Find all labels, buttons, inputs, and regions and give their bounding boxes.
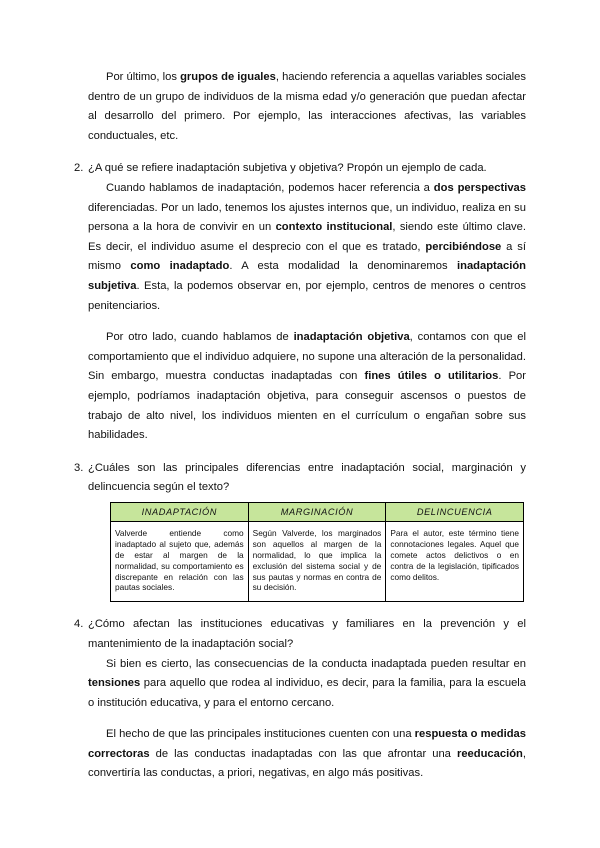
bold-term: grupos de iguales xyxy=(180,71,276,83)
text-span: a sí mismo xyxy=(88,240,527,273)
bold-term: tensiones xyxy=(88,677,141,690)
text-span: , haciendo referencia a aquellas variables sociales dentro de un grupo de individuos de la misma edad y/o generación que puedan afectar al desarrollo del primero. Por ejemplo, las interacciones afectivas, las variables conductuales, etc. xyxy=(88,71,526,142)
text-span: , siendo este último clave. Es decir, el individuo asume el desprecio con el que es tratado, xyxy=(88,221,526,253)
paragraph-peer-groups xyxy=(88,68,526,146)
text-span: Por último, los xyxy=(106,71,181,83)
question-4 xyxy=(74,615,526,654)
table-header-row xyxy=(111,502,524,521)
text-span: de las conductas inadaptadas con las que afrontar una xyxy=(149,747,457,760)
question-text: ¿A qué se refiere inadaptación subjetiva y objetiva? Propón un ejemplo de cada. xyxy=(88,162,487,175)
cell-delincuencia: Para el autor, este término tiene connotaciones legales. Aquel que comete actos delictivos o en contra de la legislación, tipificados como delitos. xyxy=(386,521,524,601)
bold-term: inadaptación objetiva xyxy=(293,331,410,344)
header-delincuencia: DELINCUENCIA xyxy=(386,502,524,521)
question-text: ¿Cuáles son las principales diferencias entre inadaptación social, marginación y delincuencia según el texto? xyxy=(88,461,526,494)
header-marginacion: MARGINACIÓN xyxy=(248,502,386,521)
text-span: diferenciadas. Por un lado, tenemos los ajustes internos que, un individuo, realiza en su persona a la hora de convivir en un xyxy=(88,201,526,234)
bold-term: fines útiles o utilitarios xyxy=(364,370,499,383)
bold-term: percibiéndose xyxy=(425,240,502,253)
text-span: , contamos con que el comportamiento que el individuo adquiere, no supone una alteración de la personalidad. Sin embargo, muestra conductas inadaptadas con xyxy=(88,331,526,383)
bold-term: dos perspectivas xyxy=(433,181,526,194)
bold-term: como inadaptado xyxy=(130,260,230,273)
paragraph-tensions xyxy=(88,655,526,714)
question-text: ¿Cómo afectan las instituciones educativas y familiares en la prevención y el mantenimiento de la inadaptación social? xyxy=(88,618,526,650)
text-span: Cuando hablamos de inadaptación, podemos hacer referencia a xyxy=(106,181,434,194)
paragraph-objective xyxy=(88,328,526,446)
bold-term: contexto institucional xyxy=(275,221,393,234)
text-span: para aquello que rodea al individuo, es decir, para la familia, para la escuela o institución educativa, y para el entorno cercano. xyxy=(88,677,526,709)
question-number: 3. xyxy=(74,461,84,474)
question-number: 2. xyxy=(74,162,84,175)
header-inadaptacion: INADAPTACIÓN xyxy=(111,502,249,521)
table-row xyxy=(111,521,524,601)
comparison-table xyxy=(110,502,524,602)
document-page xyxy=(74,68,527,784)
question-3 xyxy=(74,459,526,498)
bold-term: respuesta o medidas correctoras xyxy=(88,728,527,760)
text-span: . Esta, la podemos observar en, por ejemplo, centros de menores o centros penitenciarios. xyxy=(88,279,526,312)
cell-marginacion: Según Valverde, los marginados son aquellos al margen de la normalidad, lo que implica la exclusión del sistema social y de sus pautas y normas en contra de su decisión. xyxy=(248,521,386,601)
text-span: . Por ejemplo, podríamos inadaptación objetiva, para conseguir ascensos o puestos de trabajo de alto nivel, los individuos mienten en el currículum o engañan sobre sus habilidades. xyxy=(88,370,526,442)
cell-inadaptacion: Valverde entiende como inadaptado al sujeto que, además de estar al margen de la normalidad, su comportamiento es discrepante en relación con las pautas sociales. xyxy=(111,521,249,601)
text-span: . A esta modalidad la denominaremos xyxy=(229,260,457,273)
question-2 xyxy=(74,159,526,179)
text-span: Si bien es cierto, las consecuencias de la conducta inadaptada pueden resultar en xyxy=(106,657,526,670)
bold-term: reeducación xyxy=(456,747,523,760)
paragraph-corrective xyxy=(88,725,526,784)
paragraph-subjective xyxy=(88,179,526,316)
question-number: 4. xyxy=(74,618,84,631)
text-span: El hecho de que las principales instituciones cuenten con una xyxy=(106,728,415,741)
bold-term: inadaptación subjetiva xyxy=(88,260,526,292)
text-span: , convertiría las conductas, a priori, negativas, en algo más positivas. xyxy=(88,747,526,780)
text-span: Por otro lado, cuando hablamos de xyxy=(106,331,294,344)
